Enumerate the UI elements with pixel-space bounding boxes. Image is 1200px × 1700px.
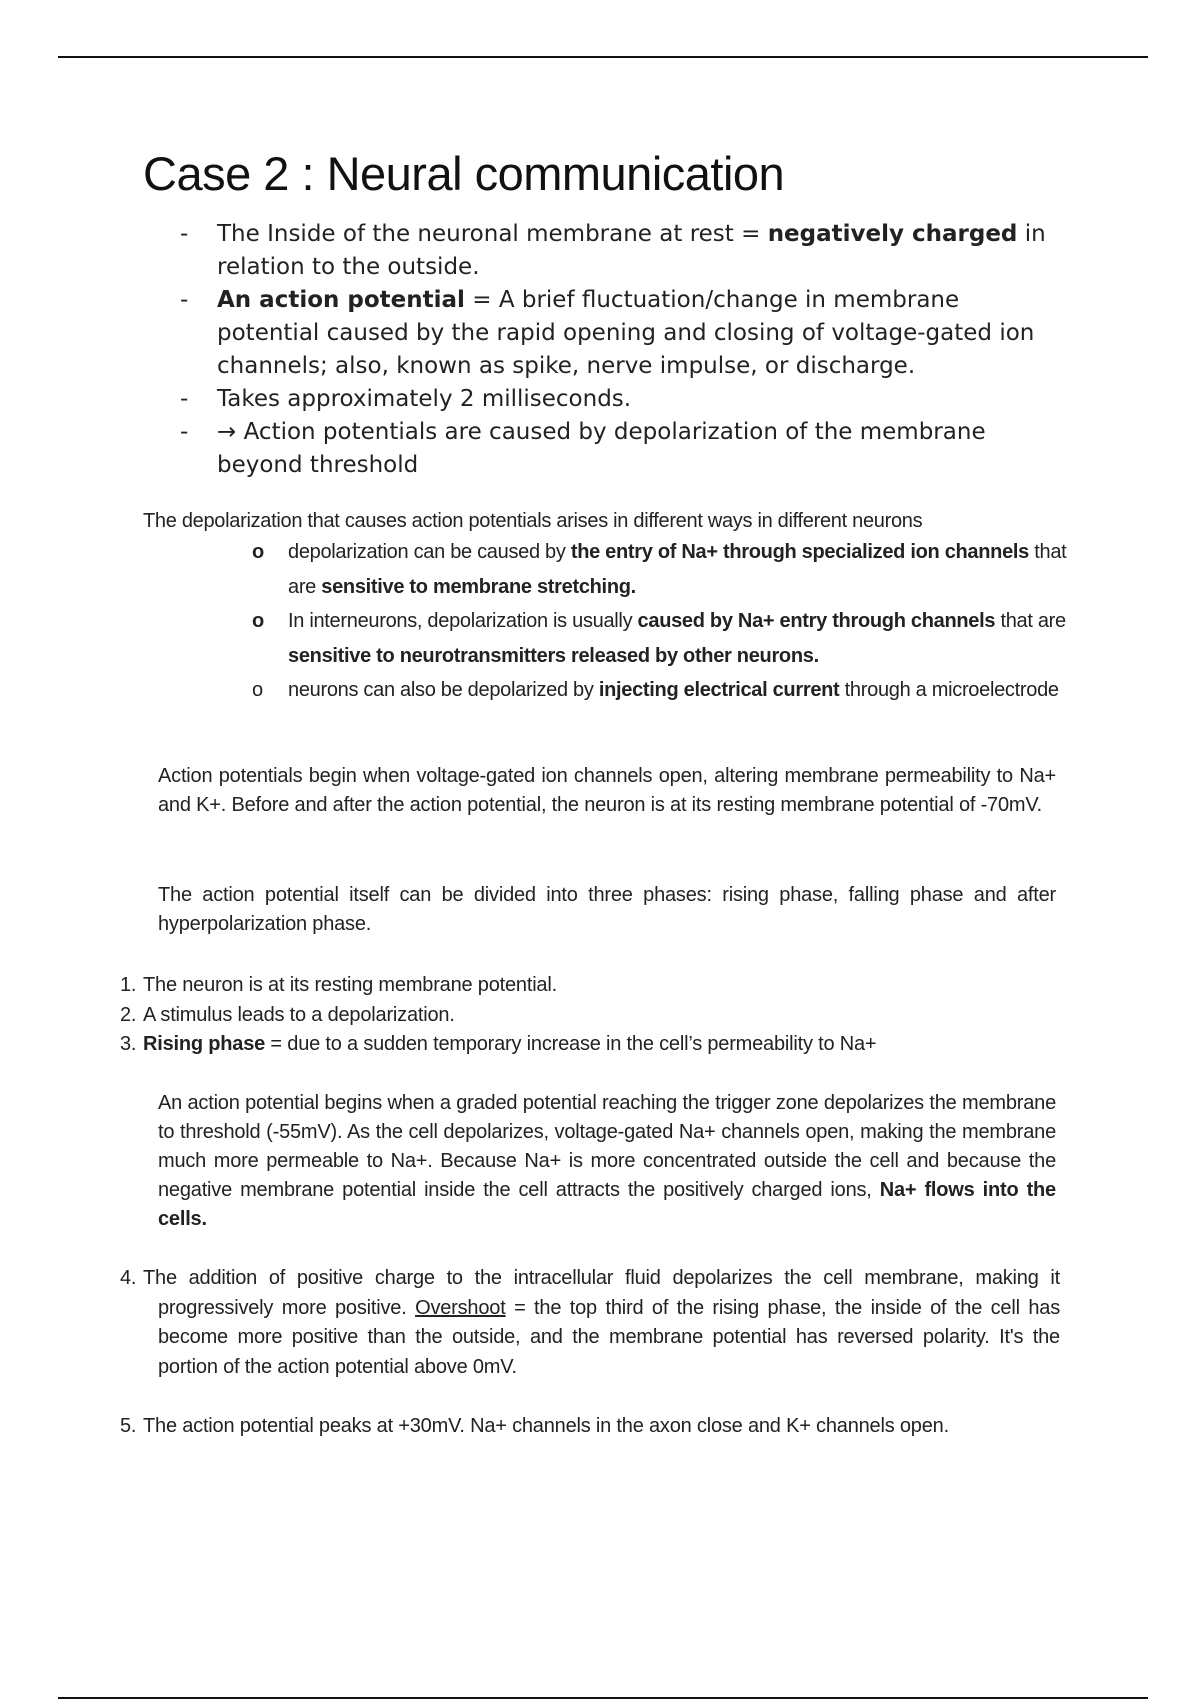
circle-bullet-icon: o — [252, 679, 263, 701]
circle-bullet-icon: o — [252, 541, 264, 563]
list-item: - An action potential = A brief fluctuation/change in membrane potential caused by the rapid opening and closing of voltage-gated ion channels; also, known as spike, nerve impulse, or discharge. — [180, 284, 1060, 383]
step-number: 4. — [120, 1267, 137, 1289]
footer-rule — [58, 1697, 1148, 1699]
dash-marker: - — [180, 287, 189, 313]
circle-bullet-icon: o — [252, 610, 264, 632]
list-item: o neurons can also be depolarized by injecting electrical current through a microelectrode — [250, 673, 1070, 708]
step-number: 5. — [120, 1415, 137, 1437]
list-item: 5. The action potential peaks at +30mV. Na+ channels in the axon close and K+ channels open. — [120, 1412, 1060, 1442]
step-number: 2. — [120, 1003, 137, 1026]
dash-marker: - — [180, 386, 189, 412]
list-item: o In interneurons, depolarization is usually caused by Na+ entry through channels that are sensitive to neurotransmitters released by other neurons. — [250, 604, 1070, 673]
action-potential-paragraph: Action potentials begin when voltage-gated ion channels open, altering membrane permeability to Na+ and K+. Before and after the action potential, the neuron is at its resting membrane potential of -70mV. — [158, 765, 1056, 816]
phases-paragraph: The action potential itself can be divided into three phases: rising phase, falling phase and after hyperpolarization phase. — [158, 884, 1056, 935]
rising-phase-paragraph: An action potential begins when a graded potential reaching the trigger zone depolarizes the membrane to threshold (-55mV). As the cell depolarizes, voltage-gated Na+ channels open, making the membrane much more permeable to Na+. Because Na+ is more concentrated outside the cell and because the negative membrane potential inside the cell attracts the positively charged ions, Na+ flows into the cells. — [158, 1092, 1056, 1230]
step-4-list — [120, 1264, 1060, 1382]
depolarization-intro: The depolarization that causes action potentials arises in different ways in different neurons — [143, 510, 923, 532]
summary-list — [180, 218, 1060, 482]
step-5-list — [120, 1412, 1060, 1442]
list-item: o depolarization can be caused by the entry of Na+ through specialized ion channels that are sensitive to membrane stretching. — [250, 535, 1070, 604]
list-item: 3. Rising phase = due to a sudden temporary increase in the cell’s permeability to Na+ — [120, 1030, 1060, 1060]
list-item: 2. A stimulus leads to a depolarization. — [120, 1001, 1060, 1031]
list-item: - The Inside of the neuronal membrane at rest = negatively charged in relation to the outside. — [180, 218, 1060, 284]
list-item: 1. The neuron is at its resting membrane potential. — [120, 971, 1060, 1001]
dash-marker: - — [180, 221, 189, 247]
overshoot-term: Overshoot — [415, 1296, 506, 1319]
step-number: 1. — [120, 974, 137, 996]
right-arrow-icon: → — [217, 419, 237, 445]
step-number: 3. — [120, 1033, 137, 1055]
list-item: 4. The addition of positive charge to the intracellular fluid depolarizes the cell membrane, making it progressively more positive. Overshoot = the top third of the rising phase, the inside of the cell has become more positive than the outside, and the membrane potential has reversed polarity. It's the portion of the action potential above 0mV. — [120, 1264, 1060, 1382]
steps-list — [120, 971, 1060, 1060]
header-rule — [58, 56, 1148, 58]
page-title: Case 2 : Neural communication — [143, 147, 785, 200]
list-item: - → Action potentials are caused by depolarization of the membrane beyond threshold — [180, 416, 1060, 482]
list-item: - Takes approximately 2 milliseconds. — [180, 383, 1060, 416]
depolarization-causes-list — [250, 535, 1070, 708]
dash-marker: - — [180, 419, 189, 445]
